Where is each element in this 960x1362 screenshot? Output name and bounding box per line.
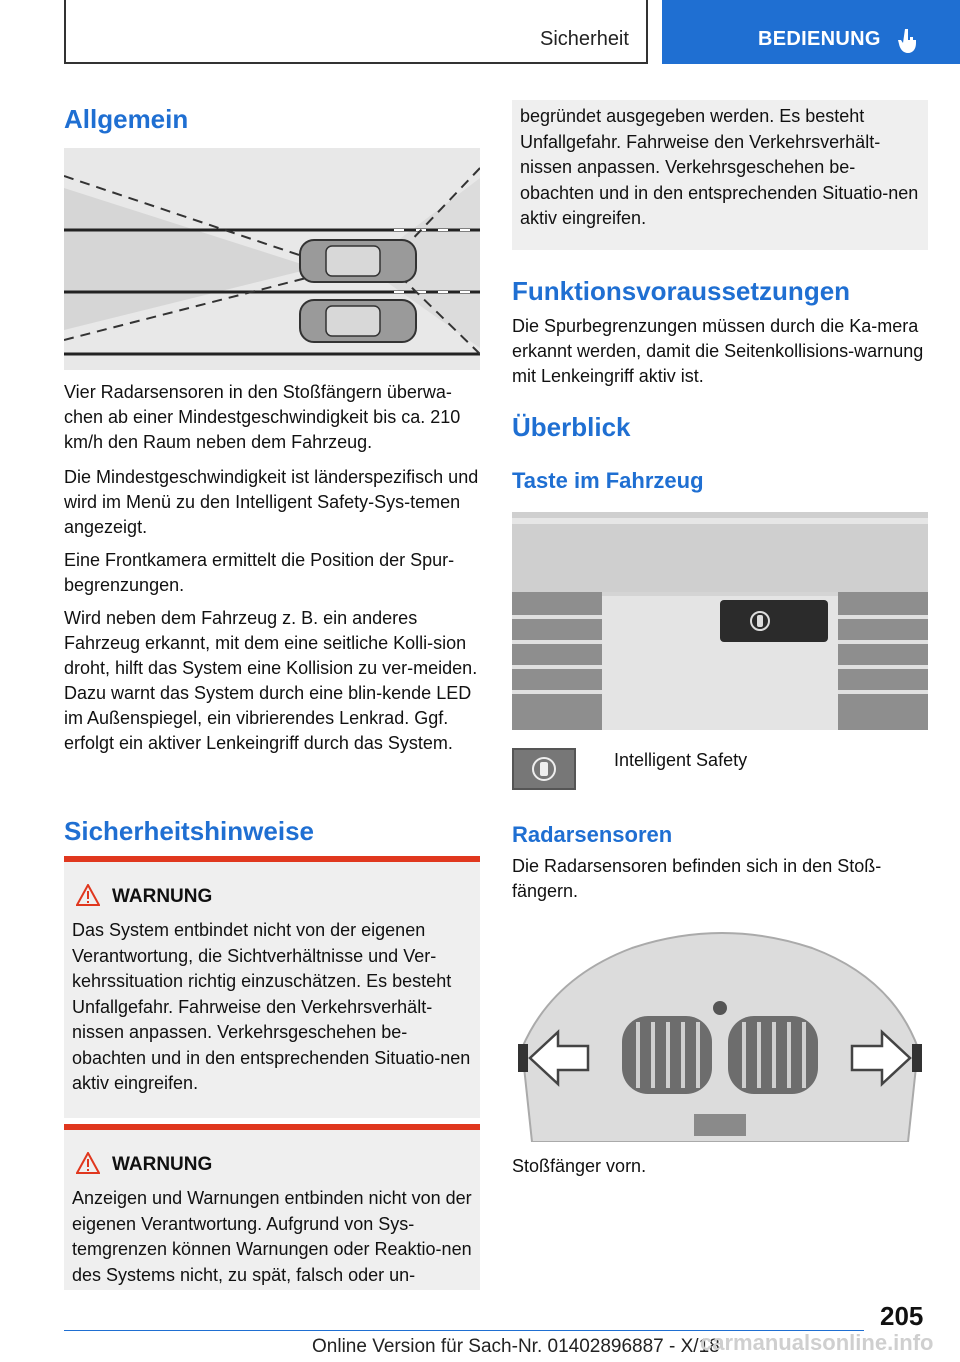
car-upper	[300, 240, 416, 282]
watermark: carmanualsonline.info	[700, 1330, 934, 1355]
lane-diagram-figure	[64, 148, 480, 370]
bumper-figure	[512, 918, 928, 1142]
header-tab-label[interactable]: BEDIENUNG	[758, 28, 881, 50]
heading-sicherheitshinweise: Sicherheitshinweise	[64, 816, 314, 846]
car-lower	[300, 300, 416, 342]
header-section-title: Sicherheit	[540, 28, 629, 50]
heading-funktionsvoraussetzungen: Funktionsvoraussetzungen	[512, 276, 851, 306]
bumper-illustration	[512, 918, 928, 1142]
dashboard-illustration	[512, 512, 928, 730]
warning-triangle-icon	[76, 884, 100, 906]
paragraph-radar-location: Die Radarsensoren befinden sich in den Stoß-fängern.	[512, 856, 882, 901]
page-number: 205	[880, 1301, 924, 1331]
footer-online-version: Online Version für Sach-Nr. 01402896887 - X/18	[312, 1336, 720, 1357]
warning-title-1: WARNUNG	[112, 886, 213, 907]
warning-box-1	[64, 856, 480, 1118]
paragraph-kollision: Wird neben dem Fahrzeug z. B. ein anderes Fahrzeug erkannt, mit dem eine seitliche Kolli-sion droht, hilft das System eine Kollision zu ver-meiden. Dazu warnt das System durch eine blin-kende LED im Außenspiegel, ein vibrierendes Lenkrad. Ggf. erfolgt ein aktiver Lenkeingriff durch das System.	[64, 608, 478, 753]
paragraph-frontkamera: Eine Frontkamera ermittelt die Position der Spur-begrenzungen.	[64, 550, 455, 595]
warning-title-2: WARNUNG	[112, 1154, 213, 1175]
intelligent-safety-button[interactable]	[512, 748, 576, 790]
warning-continuation-box	[512, 100, 928, 250]
intelligent-safety-label: Intelligent Safety	[614, 750, 748, 770]
warning-text-2: Anzeigen und Warnungen entbinden nicht von der eigenen Verantwortung. Aufgrund von Sys-temgrenzen können Warnungen oder Reaktio-nen des Systems nicht, zu spät, falsch oder un-	[72, 1188, 472, 1285]
warning-continuation-text: begründet ausgegeben werden. Es besteht Unfallgefahr. Fahrweise den Verkehrsverhält-nissen anpassen. Verkehrsgeschehen be-obachten und in den entsprechenden Situatio-nen aktiv eingreifen.	[520, 106, 919, 228]
caption-stossfaenger: Stoßfänger vorn.	[512, 1156, 647, 1176]
hand-pointer-icon	[893, 26, 923, 56]
button-location-figure	[512, 512, 928, 730]
paragraph-radar-intro: Vier Radarsensoren in den Stoßfängern überwa-chen ab einer Mindestgeschwindigkeit bis ca. 210 km/h den Raum neben dem Fahrzeug.	[64, 382, 461, 452]
heading-radarsensoren: Radarsensoren	[512, 822, 673, 847]
heading-ueberblick: Überblick	[512, 412, 631, 442]
intelligent-safety-icon	[514, 750, 574, 788]
heading-taste: Taste im Fahrzeug	[512, 468, 704, 493]
lane-diagram	[64, 148, 480, 370]
paragraph-mindestgeschwindigkeit: Die Mindestgeschwindigkeit ist länderspezifisch und wird im Menü zu den Intelligent Safety-Sys-temen angezeigt.	[64, 467, 479, 537]
warning-triangle-icon	[76, 1152, 100, 1174]
heading-allgemein: Allgemein	[64, 104, 189, 134]
paragraph-funktion: Die Spurbegrenzungen müssen durch die Ka-mera erkannt werden, damit die Seitenkollisions-warnung mit Lenkeingriff aktiv ist.	[512, 316, 924, 386]
warning-box-2	[64, 1124, 480, 1290]
warning-text-1: Das System entbindet nicht von der eigenen Verantwortung, die Sichtverhältnisse und Ver-kehrssituation richtig einzuschätzen. Es besteht Unfallgefahr. Fahrweise den Verkehrsverhält-nissen anpassen. Verkehrsgeschehen be-obachten und in den entsprechenden Situatio-nen aktiv eingreifen.	[72, 920, 471, 1093]
